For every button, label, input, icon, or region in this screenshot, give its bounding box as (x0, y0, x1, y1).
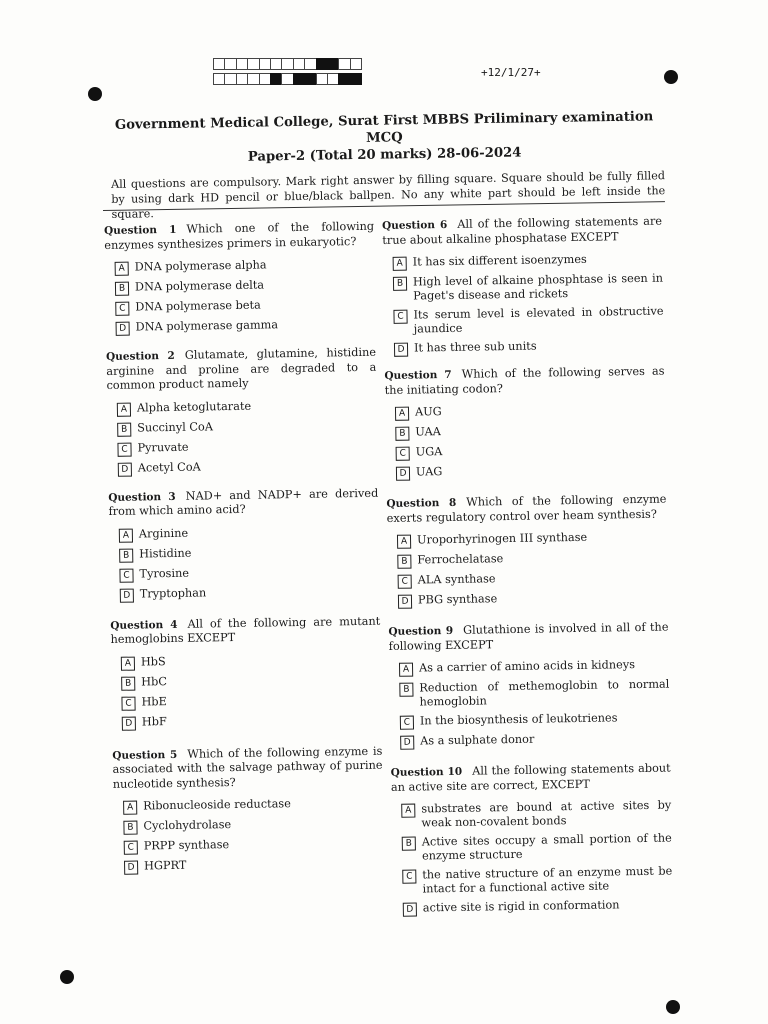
answer-option (395, 422, 665, 441)
answer-option (115, 277, 375, 296)
options-list (397, 530, 668, 609)
exam-title: Government Medical College, Surat First MBBS Priliminary examination MCQ (114, 109, 654, 146)
answer-option (115, 297, 375, 316)
option-label: Succinyl CoA (137, 419, 214, 435)
options-list (401, 799, 673, 917)
answer-checkbox[interactable]: D (124, 861, 138, 875)
option-label: Tyrosine (139, 566, 190, 580)
question-stem (106, 346, 377, 394)
option-label: HbE (141, 694, 167, 708)
answer-checkbox[interactable]: A (393, 257, 407, 271)
question-stem (104, 220, 374, 253)
answer-option (400, 731, 670, 750)
option-label: High level of alkaine phosphtase is seen in Paget's disease and rickets (412, 271, 664, 303)
option-label: DNA polymerase beta (135, 298, 261, 314)
answer-option (121, 691, 381, 710)
option-label: HGPRT (143, 858, 187, 873)
answer-checkbox[interactable]: C (124, 841, 138, 855)
question-stem (110, 614, 380, 647)
registration-mark-top-left (88, 87, 102, 101)
question-block (108, 486, 380, 602)
answer-checkbox[interactable]: A (397, 535, 411, 549)
option-label: Its serum level is elevated in obstructive jaundice (413, 304, 664, 336)
option-label: DNA polymerase alpha (134, 258, 267, 274)
option-label: It has three sub units (413, 339, 537, 355)
answer-option (121, 671, 381, 690)
answer-checkbox[interactable]: C (121, 696, 135, 710)
exam-subtitle: Paper-2 (Total 20 marks) 28-06-2024 (247, 145, 522, 165)
answer-checkbox[interactable]: D (116, 322, 130, 336)
answer-checkbox[interactable]: A (401, 804, 415, 818)
answer-checkbox[interactable]: D (118, 462, 132, 476)
question-number: Question 2 (105, 349, 175, 363)
question-stem (386, 493, 666, 526)
answer-checkbox[interactable]: A (115, 262, 129, 276)
answer-checkbox[interactable]: B (399, 683, 413, 697)
option-label: the native structure of an enzyme must be intact for a functional active site (422, 864, 673, 896)
answer-option (393, 252, 663, 271)
answer-checkbox[interactable]: B (123, 821, 137, 835)
option-label: UAA (415, 425, 441, 439)
option-label: It has six different isoenzymes (412, 252, 587, 269)
answer-option (396, 442, 666, 461)
answer-option (119, 543, 379, 562)
option-label: Ribonucleoside reductase (143, 797, 291, 813)
option-label: Tryptophan (139, 585, 207, 600)
question-text: All of the following statements are true about alkaline phosphatase EXCEPT (382, 214, 663, 247)
answer-checkbox[interactable]: C (117, 442, 131, 456)
answer-option (400, 711, 670, 730)
answer-option (394, 338, 664, 357)
answer-option (120, 583, 380, 602)
answer-option (399, 658, 669, 677)
answer-option (123, 816, 383, 835)
answer-option (397, 530, 667, 549)
questions-column-right (382, 215, 673, 922)
answer-option (398, 570, 668, 589)
answer-option (396, 462, 666, 481)
answer-checkbox[interactable]: B (121, 676, 135, 690)
question-stem (382, 215, 662, 248)
answer-checkbox[interactable]: D (120, 588, 134, 602)
answer-checkbox[interactable]: C (398, 575, 412, 589)
question-number: Question 10 (390, 765, 463, 779)
options-list (119, 523, 380, 602)
option-label: Pyruvate (137, 440, 189, 455)
option-label: AUG (414, 405, 442, 419)
option-label: Ferrochelatase (417, 552, 504, 567)
question-number: Question 4 (110, 618, 178, 632)
question-text: Glutathione is involved in all of the following EXCEPT (388, 620, 669, 653)
exam-instructions: All questions are compulsory. Mark right answer by filling square. Square should be fully filled by using dark HD pencil or blue/black ballpen. No any white part should be left inside the square. (110, 169, 666, 221)
option-label: As a sulphate donor (420, 732, 535, 748)
answer-checkbox[interactable]: B (393, 277, 407, 291)
options-list (393, 252, 665, 357)
question-stem (388, 621, 668, 654)
question-block (106, 346, 378, 477)
question-number: Question 3 (108, 490, 176, 504)
question-stem (384, 365, 664, 398)
answer-checkbox[interactable]: C (400, 716, 414, 730)
option-label: Uroporhyrinogen III synthase (416, 530, 588, 547)
option-label: Acetyl CoA (137, 460, 201, 474)
option-label: In the biosynthesis of leukotrienes (419, 711, 618, 728)
option-label: substrates are bound at active sites by weak non-covalent bonds (421, 798, 672, 830)
barcode-row-2 (213, 73, 361, 85)
question-text: Which one of the following enzymes synthesizes primers in eukaryotic? (104, 219, 375, 252)
answer-checkbox[interactable]: D (396, 467, 410, 481)
question-text: NAD+ and NADP+ are derived from which amino acid? (108, 486, 379, 518)
option-label: active site is rigid in conformation (422, 898, 620, 915)
options-list (117, 397, 378, 476)
answer-checkbox[interactable]: B (402, 837, 416, 851)
question-block (388, 621, 670, 750)
option-label: PRPP synthase (143, 838, 230, 853)
answer-option (118, 457, 378, 476)
answer-option (121, 651, 381, 670)
answer-checkbox[interactable]: A (121, 656, 135, 670)
question-number: Question 9 (388, 624, 454, 638)
option-label: UGA (415, 445, 443, 459)
answer-checkbox[interactable]: D (403, 903, 417, 917)
answer-option (397, 550, 667, 569)
answer-option (401, 799, 671, 831)
sheet-code: +12/1/27+ (481, 66, 541, 79)
questions-column-left (104, 220, 384, 880)
question-block (384, 365, 666, 481)
question-text: Which of the following enzyme is associated with the salvage pathway of purine nucleotide synthesis? (112, 744, 383, 791)
option-label: Reduction of methemoglobin to normal hemoglobin (419, 677, 670, 709)
answer-checkbox[interactable]: D (394, 343, 408, 357)
option-label: Active sites occupy a small portion of the enzyme structure (421, 831, 672, 863)
answer-option (393, 272, 663, 304)
options-list (123, 796, 384, 875)
question-stem (108, 486, 378, 519)
answer-checkbox[interactable]: B (397, 555, 411, 569)
question-stem (391, 762, 671, 795)
question-block (391, 762, 673, 917)
answer-option (402, 832, 672, 864)
question-text: Which of the following enzyme exerts regulatory control over heam synthesis? (386, 492, 667, 525)
option-label: Cyclohydrolase (143, 818, 232, 833)
answer-option (117, 437, 377, 456)
option-label: Arginine (138, 526, 189, 540)
question-number: Question 6 (382, 218, 448, 232)
registration-mark-top-right (664, 70, 678, 84)
answer-checkbox[interactable]: C (393, 310, 407, 324)
question-number: Question 1 (104, 223, 177, 237)
barcode-row-1 (213, 58, 361, 70)
answer-option (398, 590, 668, 609)
question-text: Glutamate, glutamine, histidine arginine and proline are degraded to a common product namely (106, 345, 377, 392)
registration-mark-bottom-right (666, 1000, 680, 1014)
answer-option (402, 865, 672, 897)
answer-option (403, 898, 673, 917)
option-label: UAG (415, 465, 443, 479)
answer-checkbox[interactable]: C (119, 568, 133, 582)
answer-option (393, 305, 663, 337)
answer-checkbox[interactable]: D (398, 595, 412, 609)
option-label: PBG synthase (417, 592, 498, 607)
question-block (104, 220, 376, 336)
answer-checkbox[interactable]: C (396, 447, 410, 461)
answer-checkbox[interactable]: D (400, 736, 414, 750)
answer-checkbox[interactable]: A (395, 407, 409, 421)
answer-option (119, 523, 379, 542)
answer-checkbox[interactable]: B (117, 422, 131, 436)
options-list (399, 658, 670, 750)
option-label: ALA synthase (417, 572, 496, 587)
answer-checkbox[interactable]: A (119, 528, 133, 542)
answer-option (116, 317, 376, 336)
option-label: Histidine (139, 546, 192, 560)
question-block (386, 493, 668, 609)
registration-mark-bottom-left (60, 970, 74, 984)
answer-option (399, 678, 669, 710)
option-label: DNA polymerase gamma (135, 318, 279, 334)
option-label: HbF (141, 714, 167, 728)
option-label: HbC (141, 674, 168, 688)
options-list (115, 257, 376, 336)
answer-checkbox[interactable]: B (395, 427, 409, 441)
option-label: Alpha ketoglutarate (136, 399, 252, 415)
answer-checkbox[interactable]: B (119, 548, 133, 562)
answer-checkbox[interactable]: C (115, 302, 129, 316)
question-block (112, 744, 384, 875)
answer-checkbox[interactable]: C (402, 870, 416, 884)
question-block (110, 614, 382, 730)
option-label: DNA polymerase delta (134, 278, 265, 294)
answer-option (117, 417, 377, 436)
answer-checkbox[interactable]: D (122, 716, 136, 730)
answer-checkbox[interactable]: A (399, 663, 413, 677)
answer-option (395, 402, 665, 421)
answer-option (123, 796, 383, 815)
options-list (121, 651, 382, 730)
answer-checkbox[interactable]: A (117, 402, 131, 416)
answer-checkbox[interactable]: B (115, 282, 129, 296)
option-label: HbS (140, 654, 166, 668)
barcode-cell (350, 73, 362, 85)
barcode-cell (350, 58, 362, 70)
question-number: Question 7 (384, 368, 452, 382)
question-text: All the following statements about an active site are correct, EXCEPT (390, 761, 671, 794)
answer-checkbox[interactable]: A (123, 801, 137, 815)
sheet-barcode (213, 58, 361, 88)
answer-option (124, 856, 384, 875)
question-text: Which of the following serves as the initiating codon? (384, 364, 665, 397)
question-number: Question 5 (112, 748, 178, 762)
option-label: As a carrier of amino acids in kidneys (418, 658, 636, 675)
answer-option (117, 397, 377, 416)
answer-option (119, 563, 379, 582)
question-text: All of the following are mutant hemoglobins EXCEPT (110, 614, 381, 646)
question-number: Question 8 (386, 496, 457, 510)
answer-option (122, 711, 382, 730)
question-block (382, 215, 664, 357)
options-list (395, 402, 666, 481)
question-stem (112, 744, 383, 792)
answer-option (115, 257, 375, 276)
answer-option (124, 836, 384, 855)
